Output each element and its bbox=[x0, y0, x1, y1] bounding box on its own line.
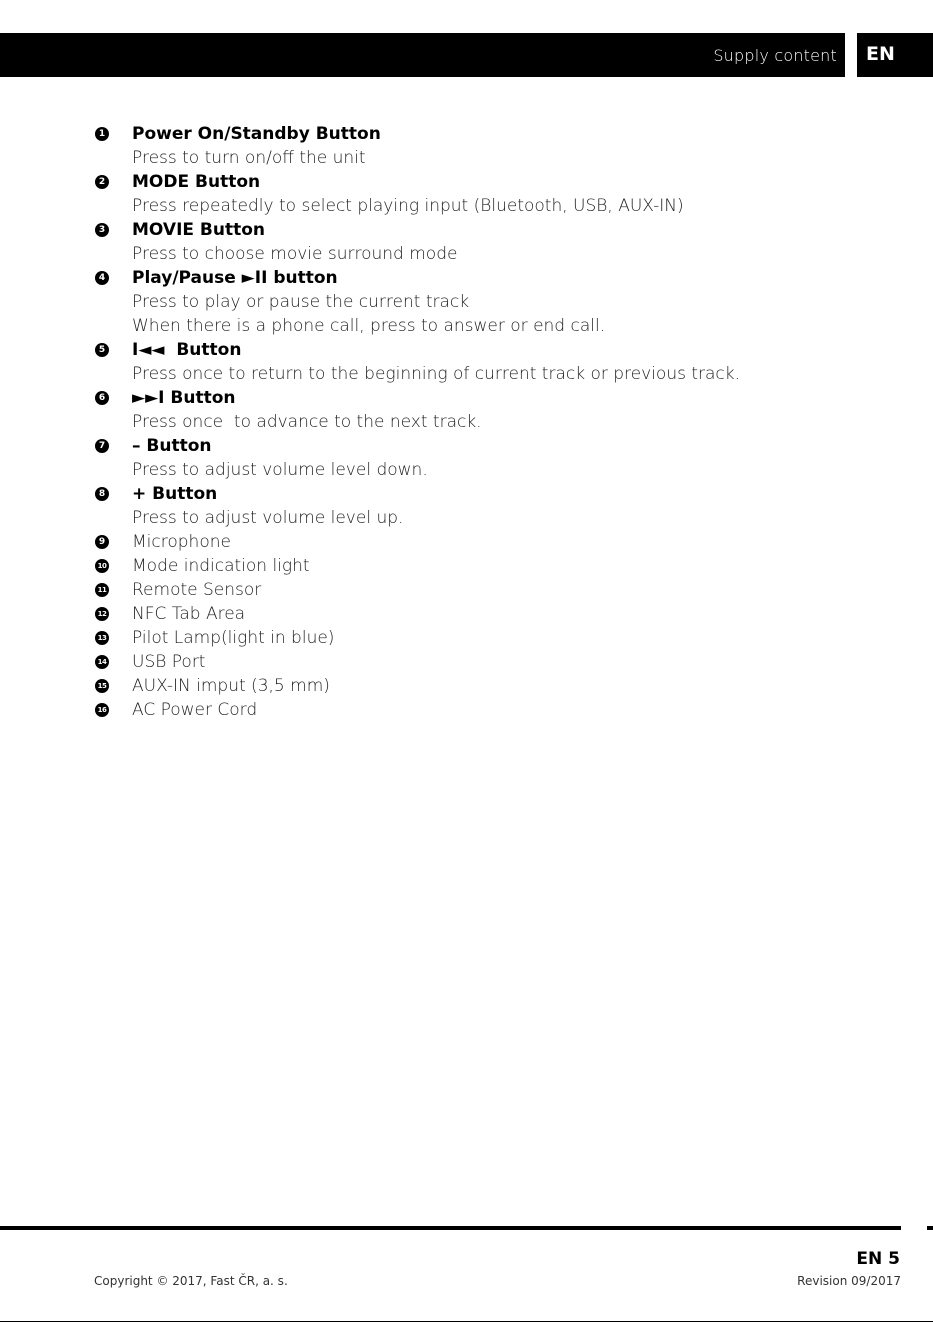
item-number-badge: 9 bbox=[95, 535, 109, 549]
item-number-badge: 12 bbox=[95, 607, 109, 621]
list-item bbox=[94, 602, 894, 626]
section-title: Supply content bbox=[713, 46, 837, 65]
revision-label: Revision 09/2017 bbox=[797, 1274, 901, 1288]
item-description: Press to choose movie surround mode bbox=[132, 244, 458, 264]
item-title bbox=[132, 266, 894, 290]
list-item bbox=[94, 650, 894, 674]
item-label: NFC Tab Area bbox=[132, 604, 246, 624]
list-item bbox=[94, 266, 894, 338]
page-number: EN 5 bbox=[856, 1249, 900, 1269]
list-item bbox=[94, 530, 894, 554]
copyright-notice: Copyright © 2017, Fast ČR, a. s. bbox=[94, 1274, 288, 1288]
item-number-badge: 3 bbox=[95, 223, 109, 237]
list-item bbox=[94, 578, 894, 602]
list-item bbox=[94, 482, 894, 530]
list-item bbox=[94, 674, 894, 698]
item-title-text: Button bbox=[164, 340, 242, 360]
previous-track-icon: I◄◄ bbox=[132, 340, 165, 360]
item-title bbox=[132, 338, 894, 362]
list-item bbox=[94, 434, 894, 482]
item-number-badge: 14 bbox=[95, 655, 109, 669]
item-description: Press to turn on/off the unit bbox=[132, 148, 366, 168]
item-description: Press repeatedly to select playing input (Bluetooth, USB, AUX-IN) bbox=[132, 196, 684, 216]
item-title: Power On/Standby Button bbox=[132, 124, 381, 144]
item-number-badge: 15 bbox=[95, 679, 109, 693]
list-item bbox=[94, 698, 894, 722]
item-number-badge: 2 bbox=[95, 175, 109, 189]
item-description: Press once to advance to the next track. bbox=[132, 412, 482, 432]
item-description: Press to play or pause the current track bbox=[132, 292, 470, 312]
item-description: Press to adjust volume level down. bbox=[132, 460, 428, 480]
item-description: When there is a phone call, press to answer or end call. bbox=[132, 316, 606, 336]
item-description: Press once to return to the beginning of current track or previous track. bbox=[132, 364, 741, 384]
item-title-text: Play/Pause bbox=[132, 268, 242, 288]
item-number-badge: 10 bbox=[95, 559, 109, 573]
list-item bbox=[94, 122, 894, 170]
bottom-divider bbox=[0, 1321, 933, 1322]
item-number-badge: 11 bbox=[95, 583, 109, 597]
next-track-icon: ►►I bbox=[132, 388, 165, 408]
item-label: Microphone bbox=[132, 532, 231, 552]
footer-divider-tail bbox=[927, 1226, 933, 1230]
list-item bbox=[94, 554, 894, 578]
list-item bbox=[94, 626, 894, 650]
list-item bbox=[94, 338, 894, 386]
list-item bbox=[94, 218, 894, 266]
item-number-badge: 1 bbox=[95, 127, 109, 141]
list-item bbox=[94, 386, 894, 434]
item-title-text: Button bbox=[164, 388, 236, 408]
item-number-badge: 7 bbox=[95, 439, 109, 453]
item-number-badge: 16 bbox=[95, 703, 109, 717]
item-label: USB Port bbox=[132, 652, 206, 672]
item-description: Press to adjust volume level up. bbox=[132, 508, 404, 528]
item-number-badge: 13 bbox=[95, 631, 109, 645]
item-title: – Button bbox=[132, 436, 212, 456]
item-label: Mode indication light bbox=[132, 556, 310, 576]
item-title: + Button bbox=[132, 484, 218, 504]
item-title: MODE Button bbox=[132, 172, 261, 192]
item-title: MOVIE Button bbox=[132, 220, 266, 240]
item-label: Remote Sensor bbox=[132, 580, 262, 600]
item-title bbox=[132, 386, 894, 410]
item-label: Pilot Lamp(light in blue) bbox=[132, 628, 335, 648]
language-badge bbox=[857, 33, 933, 77]
item-number-badge: 6 bbox=[95, 391, 109, 405]
item-title-text: button bbox=[267, 268, 338, 288]
header-bar bbox=[0, 33, 845, 77]
item-label: AC Power Cord bbox=[132, 700, 258, 720]
language-label: EN bbox=[866, 43, 895, 65]
component-list bbox=[94, 122, 894, 722]
item-number-badge: 4 bbox=[95, 271, 109, 285]
play-pause-icon: ►II bbox=[241, 268, 268, 288]
footer-divider bbox=[0, 1226, 901, 1230]
item-number-badge: 8 bbox=[95, 487, 109, 501]
list-item bbox=[94, 170, 894, 218]
item-label: AUX-IN imput (3,5 mm) bbox=[132, 676, 330, 696]
item-number-badge: 5 bbox=[95, 343, 109, 357]
